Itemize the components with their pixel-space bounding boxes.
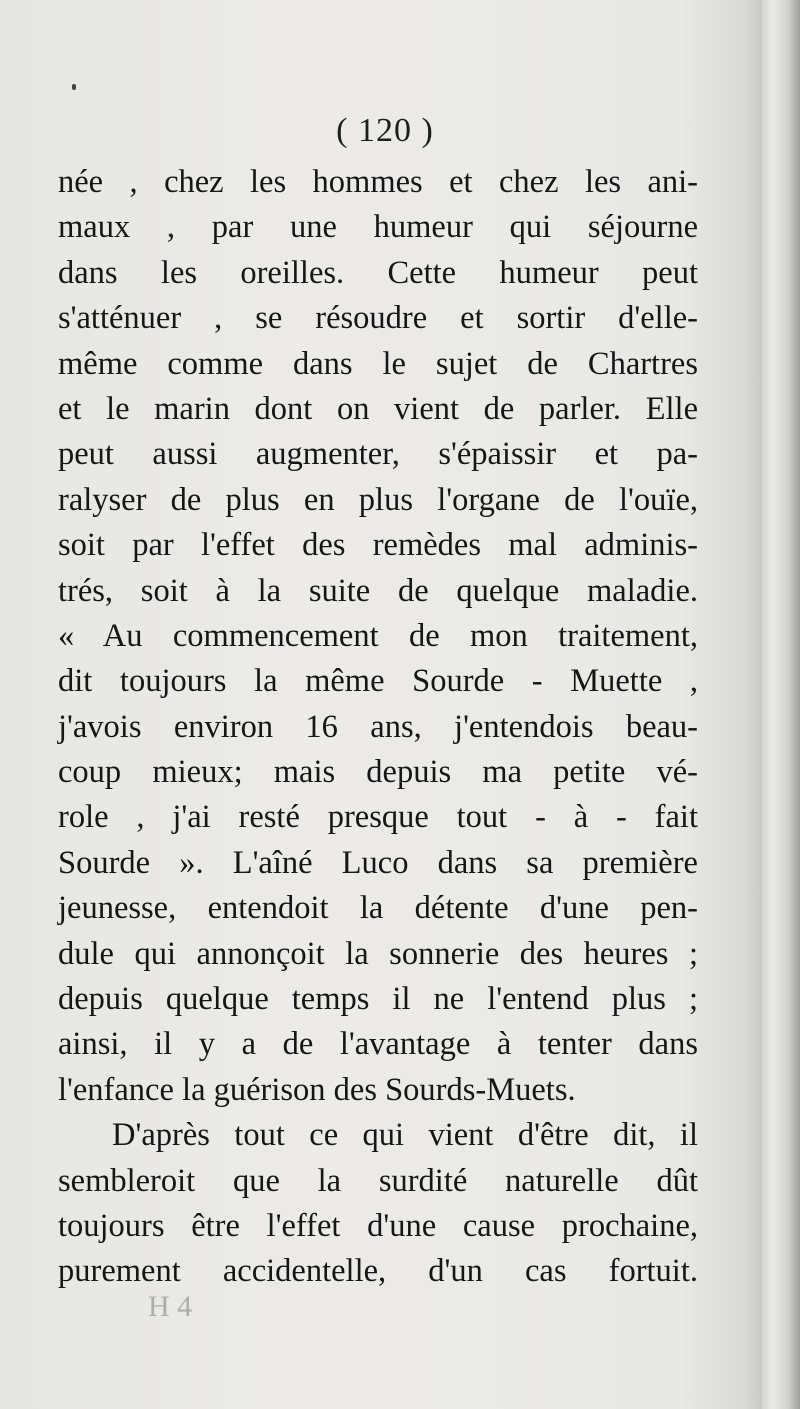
text-line: Sourde ». L'aîné Luco dans sa première bbox=[58, 844, 698, 881]
text-line: ainsi, il y a de l'avantage à tenter dans bbox=[58, 1026, 698, 1063]
text-line: coup mieux; mais depuis ma petite vé- bbox=[58, 754, 698, 791]
text-line: soit par l'effet des remèdes mal adminis- bbox=[58, 527, 698, 564]
ink-speck bbox=[72, 84, 76, 90]
text-line: et le marin dont on vient de parler. Elle bbox=[58, 390, 698, 427]
page-number: ( 120 ) bbox=[336, 112, 434, 149]
text-line: s'atténuer , se résoudre et sortir d'elle- bbox=[58, 300, 698, 337]
body-text bbox=[58, 160, 698, 1295]
text-line: dit toujours la même Sourde - Muette , bbox=[58, 663, 698, 700]
text-line: « Au commencement de mon traitement, bbox=[58, 617, 698, 654]
text-line: maux , par une humeur qui séjourne bbox=[58, 209, 698, 246]
paragraph-first-line: D'après tout ce qui vient d'être dit, il bbox=[112, 1117, 698, 1154]
text-line: jeunesse, entendoit la détente d'une pen- bbox=[58, 890, 698, 927]
text-line: toujours être l'effet d'une cause prochaine, bbox=[58, 1207, 698, 1244]
text-line: depuis quelque temps il ne l'entend plus ; bbox=[58, 981, 698, 1018]
text-line: l'enfance la guérison des Sourds-Muets. bbox=[58, 1071, 576, 1108]
page-gutter-shadow bbox=[762, 0, 800, 1409]
text-line: peut aussi augmenter, s'épaissir et pa- bbox=[58, 436, 698, 473]
text-line: sembleroit que la surdité naturelle dût bbox=[58, 1162, 698, 1199]
text-line: née , chez les hommes et chez les ani- bbox=[58, 164, 698, 200]
text-line: role , j'ai resté presque tout - à - fait bbox=[58, 799, 698, 836]
text-line: j'avois environ 16 ans, j'entendois beau- bbox=[58, 708, 698, 745]
text-line: dans les oreilles. Cette humeur peut bbox=[58, 254, 698, 291]
text-line: dule qui annonçoit la sonnerie des heures ; bbox=[58, 935, 698, 972]
text-line: purement accidentelle, d'un cas fortuit. bbox=[58, 1253, 698, 1290]
signature-mark: H 4 bbox=[148, 1290, 193, 1323]
text-line: trés, soit à la suite de quelque maladie. bbox=[58, 572, 698, 609]
text-line: même comme dans le sujet de Chartres bbox=[58, 345, 698, 382]
text-line: ralyser de plus en plus l'organe de l'ouïe, bbox=[58, 481, 698, 518]
